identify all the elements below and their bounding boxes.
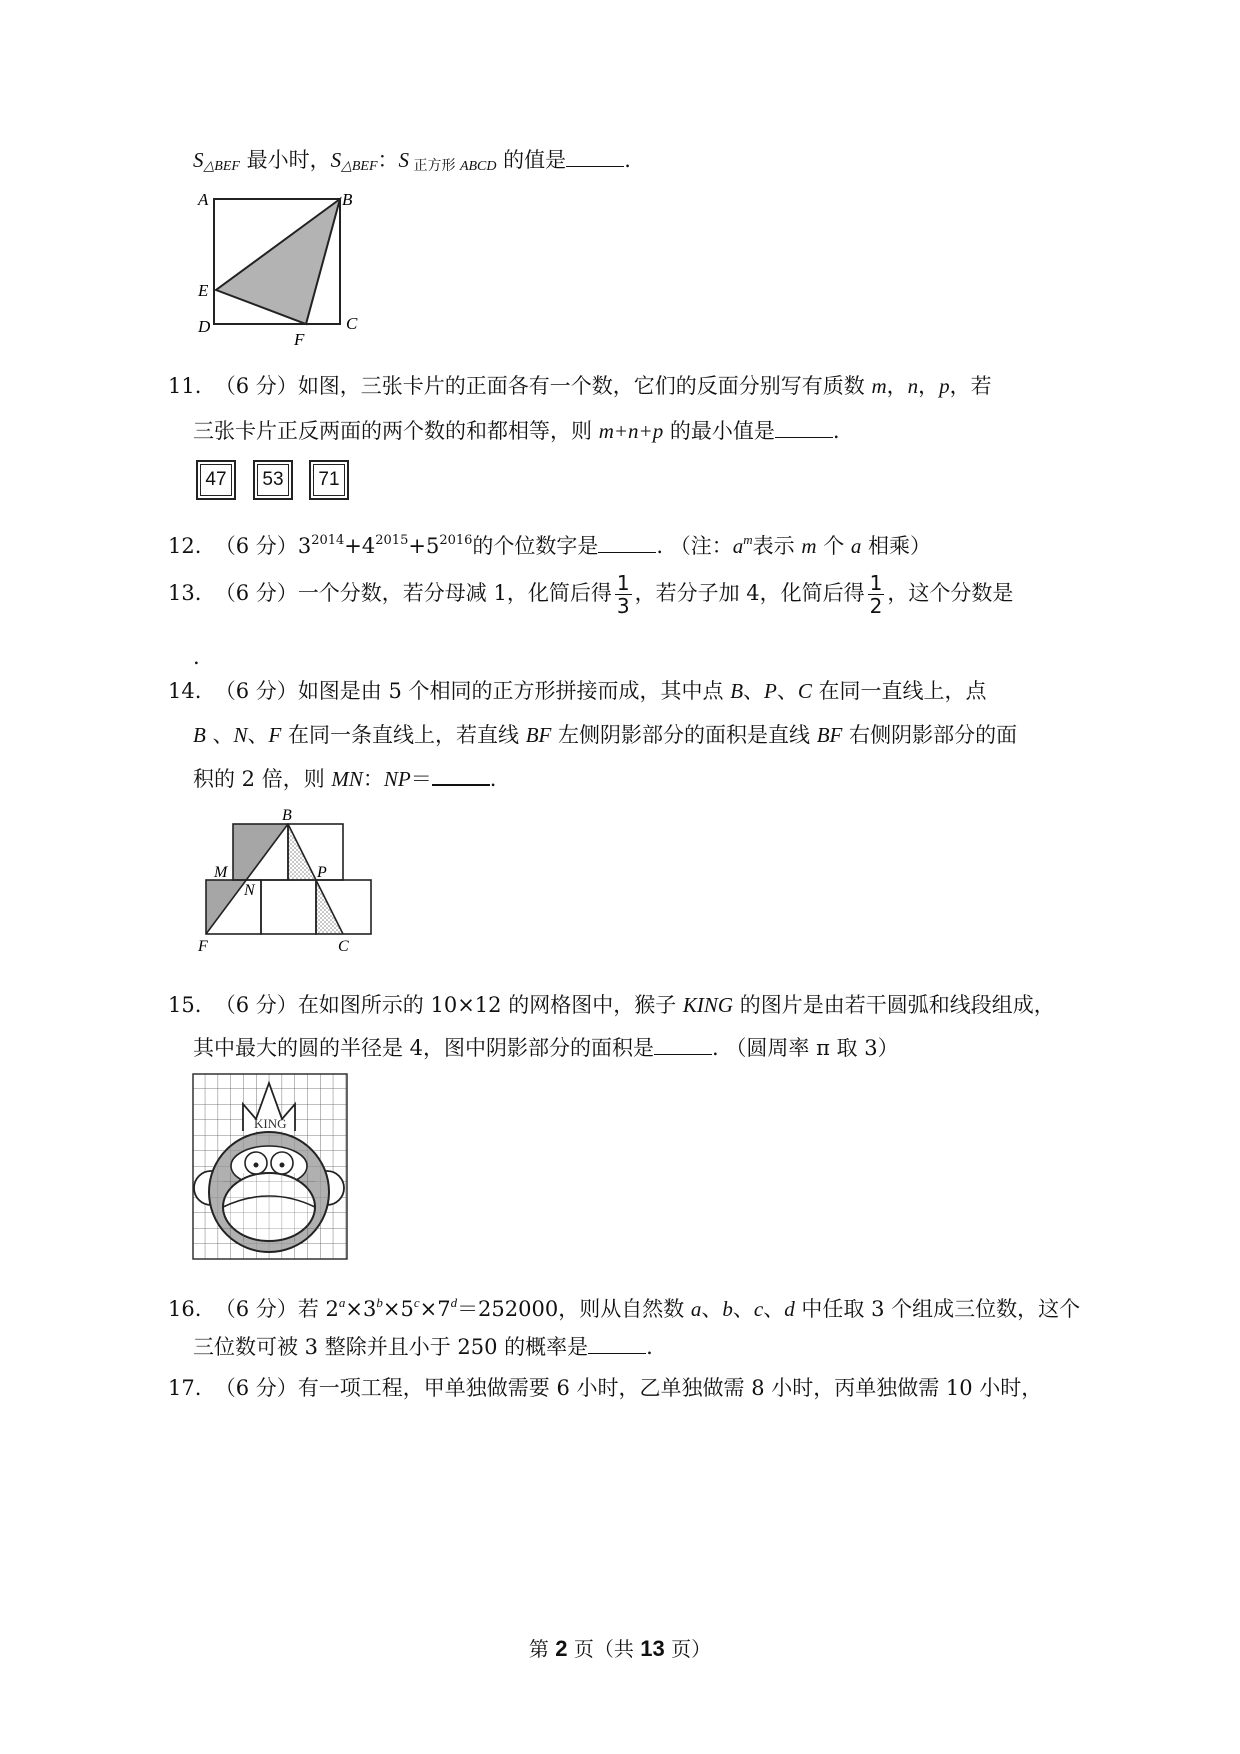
- question-number: 14.: [168, 679, 202, 703]
- q11-period: .: [832, 419, 840, 443]
- q12-exponent: 2016: [439, 533, 473, 548]
- q11-comma: ，: [886, 374, 908, 398]
- question-number: 17.: [168, 1376, 202, 1400]
- q13-trail: .: [193, 645, 200, 669]
- answer-blank[interactable]: [775, 419, 833, 438]
- q16-text: 若: [297, 1297, 326, 1321]
- q10-text: 的值是: [496, 148, 567, 172]
- right-pupil: [280, 1163, 285, 1168]
- q16-base: 2: [325, 1297, 339, 1321]
- q11-comma: ，: [918, 374, 940, 398]
- question-number: 16.: [168, 1297, 202, 1321]
- current-page-number: 2: [555, 1636, 568, 1661]
- left-pupil: [254, 1163, 259, 1168]
- var-m-exponent: m: [743, 532, 753, 547]
- var-b: b: [722, 1297, 733, 1321]
- label-b: B: [282, 807, 292, 824]
- q14-colon: ：: [362, 767, 384, 791]
- question-points: （6 分）: [214, 1376, 298, 1400]
- triangle-bef: [216, 199, 340, 324]
- var-n: n: [907, 374, 919, 398]
- q17-text: 有一项工程，甲单独做需要 6 小时，乙单独做需 8 小时，丙单独做需 10 小时，: [297, 1376, 1043, 1400]
- exponent-c: c: [413, 1295, 420, 1310]
- q14-sep: 、: [743, 679, 765, 703]
- label-f: F: [294, 330, 305, 349]
- q10-s-symbol: S: [398, 148, 410, 172]
- question-number: 15.: [168, 993, 202, 1017]
- q11-text: 如图，三张卡片的正面各有一个数，它们的反面分别写有质数: [297, 374, 872, 398]
- var-d: d: [784, 1297, 795, 1321]
- shaded-region-left-top: [233, 824, 288, 880]
- answer-blank[interactable]: [432, 766, 490, 786]
- var-p: p: [939, 374, 950, 398]
- q12-term: +5: [408, 534, 440, 558]
- segment-mn: MN: [331, 767, 363, 791]
- q13-text: ，这个分数是: [887, 581, 1014, 605]
- footer-text: 页（共: [567, 1637, 641, 1661]
- q12-note: 表示: [752, 534, 802, 558]
- q15-text: 的图片是由若干圆弧和线段组成，: [733, 993, 1055, 1017]
- q16-term: ×5: [382, 1297, 414, 1321]
- answer-blank[interactable]: [588, 1335, 646, 1354]
- var-m: m: [871, 374, 887, 398]
- q12-exponent: 2015: [375, 533, 409, 548]
- var-a: a: [690, 1297, 702, 1321]
- q15-line-2: [193, 1034, 899, 1062]
- segment-np: NP: [383, 767, 411, 791]
- question-points: （6 分）: [214, 993, 298, 1017]
- question-points: （6 分）: [214, 534, 298, 558]
- q14-period: .: [489, 767, 497, 791]
- q11-text: ，若: [949, 374, 992, 398]
- var-a: a: [850, 534, 862, 558]
- label-n: N: [244, 882, 255, 899]
- q12-base: 3: [297, 534, 312, 558]
- exponent-d: d: [450, 1295, 458, 1310]
- q16-sep: 、: [763, 1297, 785, 1321]
- q10-colon: ：: [377, 148, 399, 172]
- q14-text: 积的 2 倍，则: [193, 767, 332, 791]
- q12-exponent: 2014: [311, 533, 345, 548]
- q12-term: +4: [344, 534, 376, 558]
- question-number: 11.: [168, 374, 202, 398]
- fraction-denominator: 3: [616, 594, 630, 618]
- five-squares-figure: [192, 805, 382, 955]
- q11-text: 的最小值是: [663, 419, 775, 443]
- q16-sep: 、: [701, 1297, 723, 1321]
- question-number: 12.: [168, 534, 202, 558]
- q12-note: 相乘）: [861, 534, 932, 558]
- label-p: P: [317, 864, 327, 881]
- fraction-denominator: 2: [869, 594, 883, 618]
- fraction-one-third: [615, 572, 632, 617]
- var-m: m: [801, 534, 817, 558]
- q15-text: . （圆周率 π 取 3）: [712, 1036, 899, 1060]
- q10-tail-line: [193, 146, 631, 181]
- answer-blank[interactable]: [566, 148, 624, 167]
- point-n: N: [233, 723, 248, 747]
- line-bf: BF: [816, 723, 843, 747]
- q15-text: 其中最大的圆的半径是 4，图中阴影部分的面积是: [193, 1036, 655, 1060]
- number-card: 47: [196, 460, 236, 500]
- expr-mnp: m+n+p: [598, 419, 664, 443]
- q16-period: .: [646, 1335, 653, 1359]
- point-b: B: [193, 723, 206, 747]
- q14-line-2: [193, 721, 1017, 749]
- number-card: 71: [309, 460, 349, 500]
- total-pages-number: 13: [640, 1636, 665, 1661]
- q16-term: ×7: [419, 1297, 451, 1321]
- page-footer: [0, 1633, 1240, 1662]
- q14-line-1: [168, 677, 987, 705]
- q13-text: 一个分数，若分母减 1，化简后得: [297, 581, 612, 605]
- q16-line-2: [193, 1333, 653, 1361]
- point-p: P: [764, 679, 777, 703]
- q14-equals: ＝: [410, 767, 432, 791]
- q12-note: 个: [816, 534, 851, 558]
- label-b: B: [342, 190, 353, 209]
- q16-text: 三位数可被 3 整除并且小于 250 的概率是: [193, 1335, 589, 1359]
- q14-text: 右侧阴影部分的面: [842, 723, 1018, 747]
- fraction-one-half: [868, 572, 885, 617]
- q13-line: [168, 572, 1013, 617]
- q11-line-2: [193, 417, 840, 445]
- king-label: KING: [254, 1116, 287, 1131]
- q10-triangle-bef: △BEF: [341, 159, 378, 174]
- q10-text: 最小时，: [239, 148, 331, 172]
- point-b: B: [730, 679, 744, 703]
- question-points: （6 分）: [214, 374, 298, 398]
- q14-sep: 、: [247, 723, 269, 747]
- label-d: D: [198, 317, 211, 336]
- q14-text: 左侧阴影部分的面积是直线: [551, 723, 817, 747]
- q12-line: [168, 526, 931, 560]
- answer-blank[interactable]: [654, 1036, 712, 1055]
- q14-sep: 、: [205, 723, 234, 747]
- q10-abcd-sub: ABCD: [459, 159, 497, 174]
- label-m: M: [214, 864, 228, 881]
- question-points: （6 分）: [214, 581, 298, 605]
- q16-sep: 、: [732, 1297, 754, 1321]
- line-bf: BF: [525, 723, 552, 747]
- q16-line-1: [168, 1289, 1080, 1323]
- footer-text: 页）: [664, 1637, 712, 1661]
- question-number: 13.: [168, 581, 202, 605]
- point-c: C: [797, 679, 812, 703]
- label-c: C: [338, 938, 349, 955]
- q13-text: ，若分子加 4，化简后得: [634, 581, 865, 605]
- var-c: c: [753, 1297, 764, 1321]
- label-e: E: [198, 281, 209, 300]
- label-f: F: [198, 938, 208, 955]
- exponent-a: a: [338, 1295, 346, 1310]
- q16-text: ＝252000，则从自然数: [457, 1297, 691, 1321]
- q10-s-symbol: S: [330, 148, 342, 172]
- question-points: （6 分）: [214, 1297, 298, 1321]
- q12-text: 的个位数字是: [472, 534, 599, 558]
- q14-text: 如图是由 5 个相同的正方形拼接而成，其中点: [297, 679, 731, 703]
- question-points: （6 分）: [214, 679, 298, 703]
- q12-note: . （注：: [656, 534, 733, 558]
- q11-text: 三张卡片正反两面的两个数的和都相等，则: [193, 419, 599, 443]
- monkey-king-grid-figure: [192, 1073, 350, 1261]
- q10-triangle-bef: △BEF: [203, 159, 240, 174]
- footer-text: 第: [528, 1637, 556, 1661]
- exponent-b: b: [376, 1295, 383, 1310]
- square-triangle-figure: [190, 185, 370, 350]
- q10-square-sub: 正方形: [409, 158, 460, 174]
- q17-line: [168, 1374, 1042, 1402]
- q15-text: 在如图所示的 10×12 的网格图中，猴子: [297, 993, 683, 1017]
- q14-line-3: [193, 765, 496, 793]
- fraction-numerator: 1: [616, 571, 630, 595]
- q15-line-1: [168, 991, 1055, 1019]
- q14-text: 在同一直线上，点: [811, 679, 987, 703]
- point-f: F: [268, 723, 282, 747]
- var-a: a: [732, 534, 744, 558]
- q14-text: 在同一条直线上，若直线: [281, 723, 526, 747]
- q14-sep: 、: [776, 679, 798, 703]
- fraction-numerator: 1: [869, 571, 883, 595]
- q16-text: 中任取 3 个组成三位数，这个: [794, 1297, 1081, 1321]
- q11-line-1: [168, 372, 992, 400]
- answer-blank[interactable]: [598, 534, 656, 553]
- number-card: 53: [253, 460, 293, 500]
- king-word: KING: [682, 993, 734, 1017]
- q10-s-symbol: S: [193, 148, 204, 172]
- q16-term: ×3: [345, 1297, 377, 1321]
- label-a: A: [198, 190, 209, 209]
- q10-period: .: [624, 148, 631, 172]
- label-c: C: [346, 314, 358, 333]
